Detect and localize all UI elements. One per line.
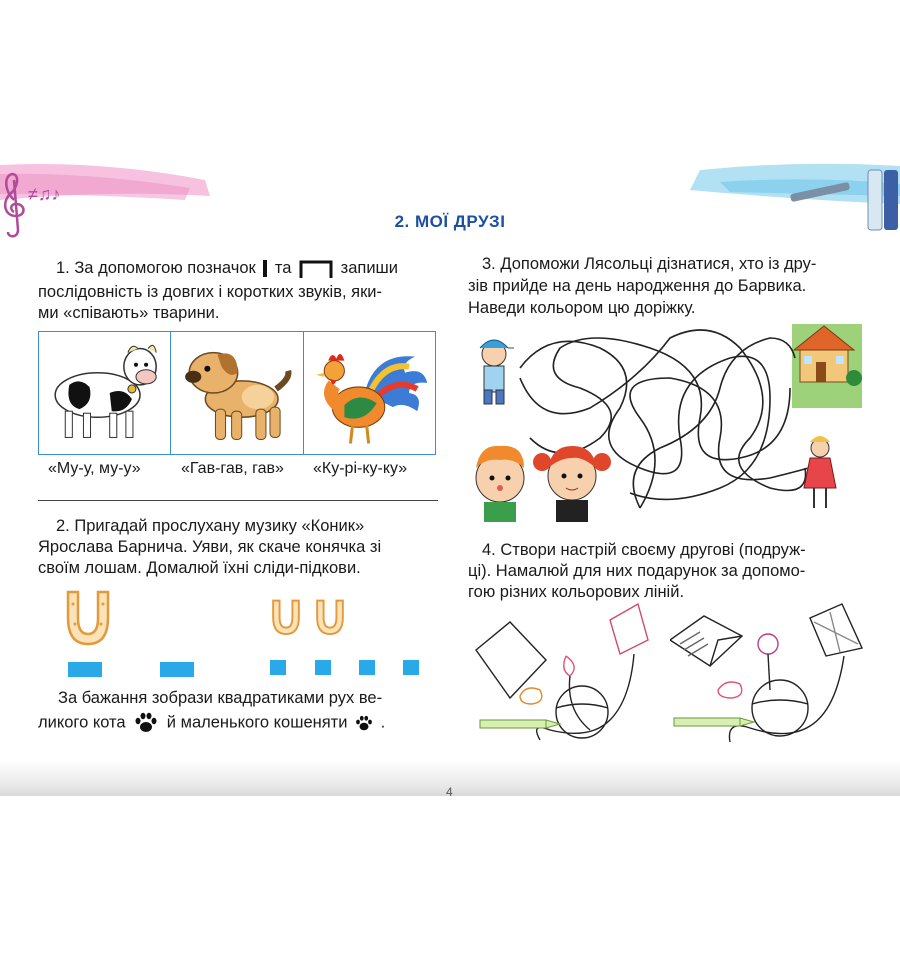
long-step-block <box>160 662 194 677</box>
maze-paths-drawing <box>470 318 870 528</box>
task3-line1: 3. Допоможи Лясольці дізнатися, хто із дру- <box>482 255 817 273</box>
boy-with-cap-icon <box>480 340 514 404</box>
dog-icon <box>171 332 302 454</box>
task2-extra-line1: За бажання зобрази квадратиками рух ве- <box>58 689 383 707</box>
page-number: 4 <box>446 785 453 799</box>
task3-line3: Наведи кольором цю доріжку. <box>468 299 696 317</box>
small-paw-icon <box>355 715 373 732</box>
task1-text-a: 1. За допомогою позначок <box>56 259 256 277</box>
task2-extra-line2 <box>38 712 385 734</box>
big-cat-text: ликого кота <box>38 713 126 732</box>
short-step-block <box>359 660 375 675</box>
task1-line2: послідовність із довгих і коротких звуків, яки- <box>38 283 382 301</box>
pencil-icon <box>480 720 560 728</box>
task4-line2: ці). Намалюй для них подарунок за допомо- <box>468 562 806 580</box>
freckled-boy-icon <box>476 446 524 522</box>
cow-icon <box>39 332 170 454</box>
task1-line1 <box>56 258 398 279</box>
small-horseshoe-icon <box>268 598 304 638</box>
book-outline <box>670 616 742 666</box>
notes-icon: ≠♫♪ <box>28 184 61 204</box>
rooster-icon <box>304 332 435 454</box>
long-sound-bar-icon <box>263 260 267 277</box>
task2-line1: 2. Пригадай прослухану музику «Коник» <box>56 517 365 535</box>
large-horseshoe-icon <box>60 588 116 650</box>
cow-sound-caption: «Му-у, му-у» <box>48 460 141 477</box>
page-title: 2. МОЇ ДРУЗІ <box>394 212 506 231</box>
big-paw-icon <box>134 712 158 734</box>
pencil-icon <box>674 718 754 726</box>
task4-line3: гою різних кольорових ліній. <box>468 583 685 601</box>
pink-brush-decoration <box>0 160 215 250</box>
animal-picture-table <box>38 331 436 455</box>
small-horseshoe-icon <box>312 598 348 638</box>
task1-text-c: запиши <box>340 259 399 277</box>
gift-drawing-right <box>670 600 870 760</box>
task2-line2: Ярослава Барнича. Уяви, як скаче конячка зі <box>38 538 382 556</box>
long-step-block <box>68 662 102 677</box>
cow-picture-cell <box>39 332 171 454</box>
task2-line3: своїм лошам. Домалюй їхні сліди-підкови. <box>38 559 361 577</box>
short-sound-bracket-icon <box>299 260 333 278</box>
house-icon <box>792 324 862 408</box>
task3-line2: зів прийде на день народження до Барвика. <box>468 277 807 295</box>
short-step-block <box>403 660 419 675</box>
dog-picture-cell <box>171 332 303 454</box>
dog-sound-caption: «Гав-гав, гав» <box>181 460 284 477</box>
small-girl-icon <box>804 436 836 508</box>
short-step-block <box>315 660 331 675</box>
task4-line1: 4. Створи настрій своєму другові (подруж- <box>482 541 806 559</box>
gift-drawing-left <box>470 600 670 760</box>
rooster-picture-cell <box>304 332 435 454</box>
pillow-outline <box>476 622 546 698</box>
girl-with-pigtails-icon <box>533 446 611 522</box>
task1-line3: ми «співають» тварини. <box>38 304 220 322</box>
short-step-block <box>270 660 286 675</box>
task1-text-b: та <box>274 259 292 277</box>
sentence-end: . <box>380 713 386 732</box>
section-divider <box>38 500 438 501</box>
rooster-sound-caption: «Ку-рі-ку-ку» <box>313 460 408 477</box>
kitten-text: й маленького кошеняти <box>166 713 348 732</box>
